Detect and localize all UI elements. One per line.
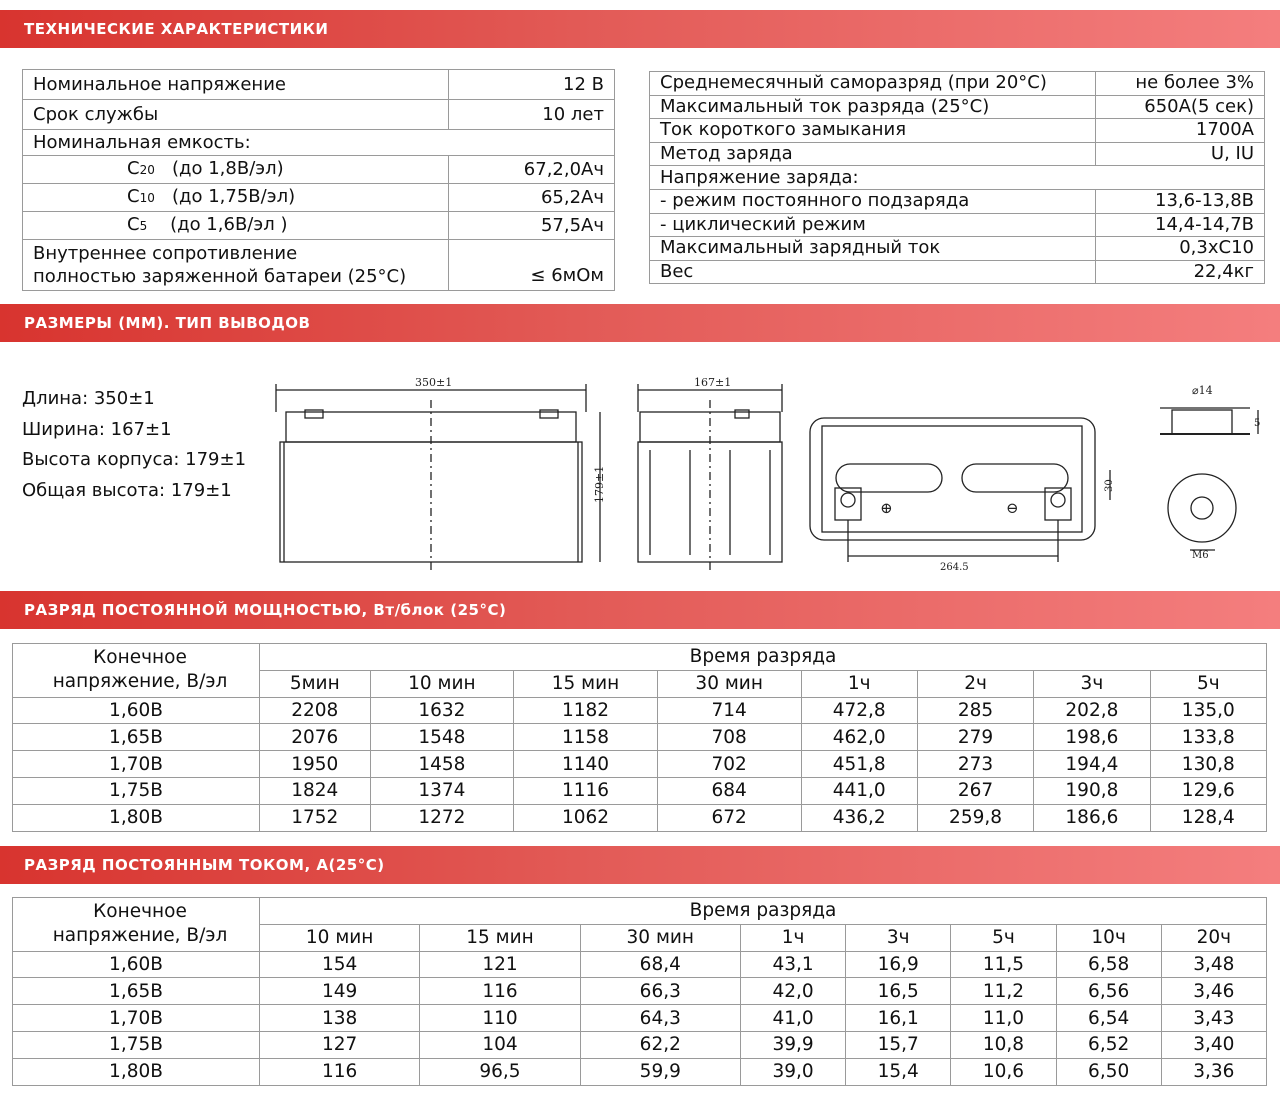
cell <box>23 240 449 291</box>
cond: (до 1,75В/эл) <box>172 186 296 207</box>
cell: 121 <box>420 951 580 978</box>
table-row <box>13 978 1267 1005</box>
text: Внутреннее сопротивление <box>33 243 298 264</box>
section-header-power: РАЗРЯД ПОСТОЯННОЙ МОЩНОСТЬЮ, Вт/блок (25°С) <box>0 591 1280 629</box>
column-header: 10ч <box>1056 924 1161 951</box>
label-side: 30 <box>1104 479 1115 492</box>
cell: 1182 <box>514 697 658 724</box>
cell: 462,0 <box>801 724 917 751</box>
column-header: 15 мин <box>514 670 658 697</box>
cell: 10 лет <box>449 100 615 130</box>
cell: 10,8 <box>951 1031 1056 1058</box>
dim-width: Ширина: 167±1 <box>22 418 172 440</box>
label-length: 350±1 <box>415 376 453 389</box>
column-header: 30 мин <box>580 924 740 951</box>
cell: 6,54 <box>1056 1005 1161 1032</box>
column-header-time: Время разряда <box>260 898 1267 925</box>
cell: 65,2Ач <box>449 184 615 212</box>
cell-voltage: 1,80В <box>13 804 260 831</box>
column-header: 15 мин <box>420 924 580 951</box>
column-header: 5ч <box>1150 670 1266 697</box>
cell: 42,0 <box>740 978 845 1005</box>
cell: 128,4 <box>1150 804 1266 831</box>
cell: 684 <box>657 777 801 804</box>
cell-voltage: 1,70В <box>13 1005 260 1032</box>
dim-total: Общая высота: 179±1 <box>22 479 232 501</box>
cell: 1548 <box>370 724 514 751</box>
cell: 1752 <box>260 804 371 831</box>
cell: Максимальный зарядный ток <box>650 237 1096 261</box>
cell: 11,2 <box>951 978 1056 1005</box>
side-view <box>638 376 782 570</box>
c5-symbol: C5 <box>127 214 148 235</box>
dim-height: Высота корпуса: 179±1 <box>22 449 247 470</box>
table-row <box>13 777 1267 804</box>
cell: 1824 <box>260 777 371 804</box>
cell: 138 <box>260 1005 420 1032</box>
table-row <box>650 119 1265 143</box>
cell: 714 <box>657 697 801 724</box>
cell: 1950 <box>260 751 371 778</box>
table-row <box>13 1005 1267 1032</box>
cell: 16,9 <box>846 951 951 978</box>
cell: 39,0 <box>740 1058 845 1085</box>
column-header-time: Время разряда <box>260 644 1267 671</box>
text: напряжение, В/эл <box>52 925 228 947</box>
cell: Номинальная емкость: <box>23 130 615 156</box>
cell: 3,43 <box>1161 1005 1266 1032</box>
cell: 1116 <box>514 777 658 804</box>
cell: 10,6 <box>951 1058 1056 1085</box>
cell: Напряжение заряда: <box>650 166 1265 190</box>
cell: 6,58 <box>1056 951 1161 978</box>
column-header: 5ч <box>951 924 1056 951</box>
terminal-detail <box>1160 384 1260 561</box>
column-header: 20ч <box>1161 924 1266 951</box>
c10-symbol: C10 <box>127 186 155 207</box>
cell: 130,8 <box>1150 751 1266 778</box>
table-row <box>650 95 1265 119</box>
table-row <box>13 898 1267 925</box>
cell: 57,5Ач <box>449 212 615 240</box>
cell: 194,4 <box>1034 751 1150 778</box>
text: напряжение, В/эл <box>52 671 228 693</box>
power-discharge-table <box>12 643 1267 832</box>
cell: 1374 <box>370 777 514 804</box>
spec-table-left <box>22 69 615 291</box>
cell: 59,9 <box>580 1058 740 1085</box>
table-row <box>13 804 1267 831</box>
cell: 14,4-14,7В <box>1096 213 1265 237</box>
cell: 11,0 <box>951 1005 1056 1032</box>
table-row <box>650 166 1265 190</box>
cond: (до 1,6В/эл ) <box>170 214 288 235</box>
cell: 672 <box>657 804 801 831</box>
cell: 96,5 <box>420 1058 580 1085</box>
table-row <box>650 213 1265 237</box>
cell-voltage: 1,80В <box>13 1058 260 1085</box>
cell: 41,0 <box>740 1005 845 1032</box>
cond: (до 1,8В/эл) <box>172 158 284 179</box>
cell: 68,4 <box>580 951 740 978</box>
cell: 13,6-13,8В <box>1096 189 1265 213</box>
cell: 67,2,0Ач <box>449 156 615 184</box>
table-row <box>13 1031 1267 1058</box>
cell: - режим постоянного подзаряда <box>650 189 1096 213</box>
cell-voltage: 1,60В <box>13 951 260 978</box>
cell: ≤ 6мОм <box>449 240 615 291</box>
cell: 436,2 <box>801 804 917 831</box>
column-header: 10 мин <box>260 924 420 951</box>
column-header: 30 мин <box>657 670 801 697</box>
cell: 129,6 <box>1150 777 1266 804</box>
cell: 198,6 <box>1034 724 1150 751</box>
cell-voltage: 1,75В <box>13 1031 260 1058</box>
cell: 12 В <box>449 70 615 100</box>
table-row <box>650 237 1265 261</box>
cell <box>23 184 449 212</box>
current-discharge-table <box>12 897 1267 1086</box>
cell: 1158 <box>514 724 658 751</box>
table-row <box>23 184 615 212</box>
cell: Максимальный ток разряда (25°С) <box>650 95 1096 119</box>
text: Конечное <box>93 901 187 923</box>
cell-voltage: 1,65В <box>13 978 260 1005</box>
table-row <box>13 724 1267 751</box>
cell: 702 <box>657 751 801 778</box>
cell: Среднемесячный саморазряд (при 20°С) <box>650 72 1096 96</box>
dim-length: Длина: 350±1 <box>22 388 155 409</box>
table-row <box>23 100 615 130</box>
label-term-spacing: 264.5 <box>940 562 969 573</box>
cell-voltage: 1,65В <box>13 724 260 751</box>
cell: 259,8 <box>917 804 1033 831</box>
label-height: 179±1 <box>593 465 606 503</box>
column-header: 1ч <box>801 670 917 697</box>
cell: Вес <box>650 260 1096 284</box>
text: Конечное <box>93 647 187 669</box>
table-row <box>650 72 1265 96</box>
table-row <box>23 212 615 240</box>
battery-drawing <box>260 370 1280 580</box>
cell: 190,8 <box>1034 777 1150 804</box>
cell: 43,1 <box>740 951 845 978</box>
column-header-voltage <box>13 898 260 952</box>
section-header-dims: РАЗМЕРЫ (ММ). ТИП ВЫВОДОВ <box>0 304 1280 342</box>
cell: 273 <box>917 751 1033 778</box>
cell: 11,5 <box>951 951 1056 978</box>
svg-text:⊕: ⊕ <box>880 499 893 517</box>
label-width: 167±1 <box>694 376 732 389</box>
column-header-voltage <box>13 644 260 698</box>
cell: 202,8 <box>1034 697 1150 724</box>
cell: 15,7 <box>846 1031 951 1058</box>
table-row <box>13 644 1267 671</box>
text: полностью заряженной батареи (25°С) <box>33 266 407 287</box>
cell: 66,3 <box>580 978 740 1005</box>
label-bolt: M6 <box>1192 550 1209 561</box>
cell: 6,52 <box>1056 1031 1161 1058</box>
table-row <box>650 142 1265 166</box>
cell: 650А(5 сек) <box>1096 95 1265 119</box>
table-row <box>23 130 615 156</box>
cell <box>23 156 449 184</box>
c20-symbol: C20 <box>127 158 155 179</box>
cell: 2208 <box>260 697 371 724</box>
table-row <box>13 697 1267 724</box>
table-row <box>23 156 615 184</box>
cell: 3,46 <box>1161 978 1266 1005</box>
cell: 1458 <box>370 751 514 778</box>
cell: 3,40 <box>1161 1031 1266 1058</box>
label-term-diameter: ⌀14 <box>1192 384 1213 397</box>
cell: 441,0 <box>801 777 917 804</box>
cell: 64,3 <box>580 1005 740 1032</box>
cell: 135,0 <box>1150 697 1266 724</box>
cell: 110 <box>420 1005 580 1032</box>
cell: 1272 <box>370 804 514 831</box>
table-row <box>13 751 1267 778</box>
front-view <box>276 376 606 570</box>
cell: 285 <box>917 697 1033 724</box>
cell: 62,2 <box>580 1031 740 1058</box>
column-header: 5мин <box>260 670 371 697</box>
dimensions-list <box>22 384 246 506</box>
table-row <box>23 70 615 100</box>
cell: Номинальное напряжение <box>23 70 449 100</box>
cell: 472,8 <box>801 697 917 724</box>
column-header: 3ч <box>846 924 951 951</box>
cell: 22,4кг <box>1096 260 1265 284</box>
cell: 279 <box>917 724 1033 751</box>
cell-voltage: 1,70В <box>13 751 260 778</box>
table-row <box>650 189 1265 213</box>
column-header: 10 мин <box>370 670 514 697</box>
cell: 133,8 <box>1150 724 1266 751</box>
cell-voltage: 1,75В <box>13 777 260 804</box>
cell: 15,4 <box>846 1058 951 1085</box>
cell: 6,56 <box>1056 978 1161 1005</box>
cell: 127 <box>260 1031 420 1058</box>
cell: 16,5 <box>846 978 951 1005</box>
column-header: 1ч <box>740 924 845 951</box>
cell: Срок службы <box>23 100 449 130</box>
table-row <box>13 1058 1267 1085</box>
cell: - циклический режим <box>650 213 1096 237</box>
cell: Ток короткого замыкания <box>650 119 1096 143</box>
cell: U, IU <box>1096 142 1265 166</box>
cell: 451,8 <box>801 751 917 778</box>
cell: 186,6 <box>1034 804 1150 831</box>
section-header-current: РАЗРЯД ПОСТОЯННЫМ ТОКОМ, А(25°С) <box>0 846 1280 884</box>
table-row <box>23 240 615 291</box>
cell: 6,50 <box>1056 1058 1161 1085</box>
cell: 116 <box>420 978 580 1005</box>
section-header-tech: ТЕХНИЧЕСКИЕ ХАРАКТЕРИСТИКИ <box>0 10 1280 48</box>
cell: не более 3% <box>1096 72 1265 96</box>
cell-voltage: 1,60В <box>13 697 260 724</box>
cell: 1700А <box>1096 119 1265 143</box>
cell: 1632 <box>370 697 514 724</box>
cell: Метод заряда <box>650 142 1096 166</box>
cell <box>23 212 449 240</box>
top-view <box>810 418 1115 573</box>
table-row <box>650 260 1265 284</box>
spec-table-right <box>649 71 1265 284</box>
table-row <box>13 951 1267 978</box>
label-term-height: 5 <box>1254 418 1261 429</box>
cell: 1062 <box>514 804 658 831</box>
cell: 3,48 <box>1161 951 1266 978</box>
cell: 39,9 <box>740 1031 845 1058</box>
cell: 708 <box>657 724 801 751</box>
cell: 154 <box>260 951 420 978</box>
cell: 1140 <box>514 751 658 778</box>
column-header: 2ч <box>917 670 1033 697</box>
column-header: 3ч <box>1034 670 1150 697</box>
cell: 267 <box>917 777 1033 804</box>
cell: 0,3хC10 <box>1096 237 1265 261</box>
cell: 149 <box>260 978 420 1005</box>
cell: 104 <box>420 1031 580 1058</box>
cell: 116 <box>260 1058 420 1085</box>
cell: 2076 <box>260 724 371 751</box>
svg-text:⊖: ⊖ <box>1006 499 1019 517</box>
cell: 3,36 <box>1161 1058 1266 1085</box>
cell: 16,1 <box>846 1005 951 1032</box>
